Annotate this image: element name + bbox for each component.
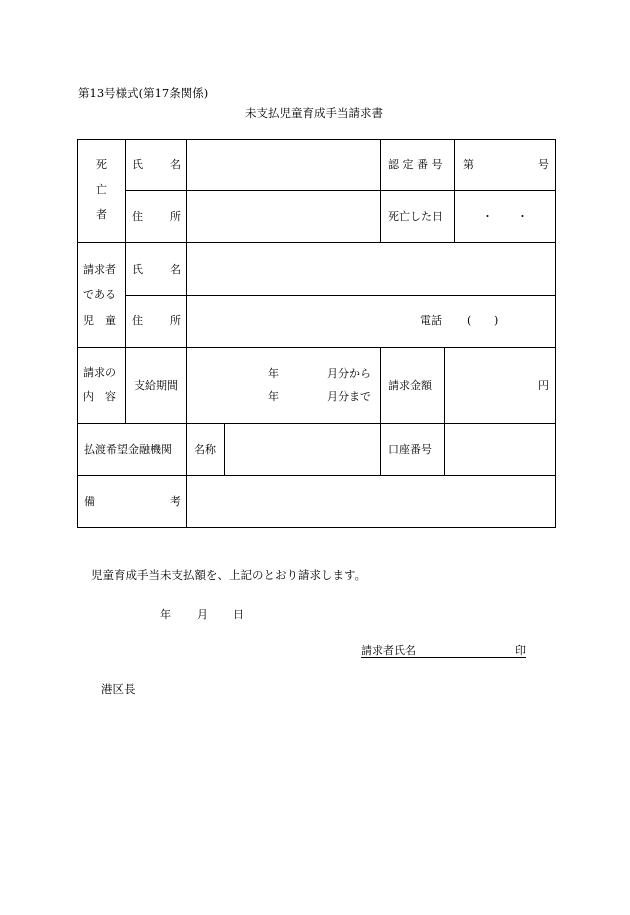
period-from-month-label: 月分から	[327, 367, 371, 380]
signer-name-field[interactable]	[420, 640, 512, 658]
deceased-address-label-2: 所	[170, 210, 181, 223]
bank-name-label: 名称	[194, 443, 216, 456]
phone-field[interactable]	[447, 297, 554, 346]
claim-amount-unit: 円	[538, 379, 549, 392]
claimant-label-2: である	[83, 288, 116, 301]
claimant-label-3: 児 童	[83, 314, 116, 327]
certification-number-field[interactable]	[476, 141, 534, 189]
period-to-month-label: 月分まで	[327, 390, 371, 403]
deceased-label-3: 者	[96, 208, 107, 221]
claimant-address-field[interactable]	[188, 297, 413, 346]
remarks-label-2: 考	[170, 495, 181, 508]
claimant-name-label-2: 名	[170, 263, 181, 276]
phone-paren-close: )	[494, 314, 499, 327]
bank-label: 払渡希望金融機関	[84, 443, 172, 456]
signer-underline	[361, 657, 526, 658]
certification-number-suffix: 号	[538, 158, 549, 171]
deceased-name-label-2: 名	[170, 158, 181, 171]
signer-name-label: 請求者氏名	[361, 644, 416, 657]
death-date-field[interactable]	[456, 192, 554, 241]
claim-statement: 児童育成手当未支払額を、上記のとおり請求します。	[91, 568, 367, 582]
date-month-label: 月	[197, 608, 208, 621]
phone-label: 電話	[420, 314, 442, 327]
date-year-label: 年	[160, 608, 171, 621]
death-date-dot-2: ・	[517, 210, 528, 223]
death-date-dot-1: ・	[482, 210, 493, 223]
account-number-field[interactable]	[446, 425, 554, 474]
certification-number-prefix: 第	[463, 158, 474, 171]
payment-period-label: 支給期間	[134, 379, 178, 392]
claimant-name-label-1: 氏	[132, 263, 143, 276]
period-from-year-label: 年	[268, 367, 279, 380]
deceased-label-2: 亡	[96, 183, 107, 196]
remarks-label-1: 備	[84, 495, 95, 508]
claim-amount-label: 請求金額	[388, 379, 432, 392]
seal-mark: 印	[515, 644, 526, 657]
claim-amount-field[interactable]	[446, 349, 534, 422]
death-date-label: 死亡した日	[388, 210, 443, 223]
bank-name-field[interactable]	[226, 425, 379, 474]
claimant-label-1: 請求者	[83, 263, 116, 276]
date-day-label: 日	[233, 608, 244, 621]
phone-paren-open: (	[467, 314, 472, 327]
deceased-address-label-1: 住	[132, 210, 143, 223]
payment-period-field[interactable]	[188, 349, 379, 422]
form-title: 未支払児童育成手当請求書	[245, 106, 383, 120]
remarks-field[interactable]	[188, 477, 554, 526]
claimant-name-field[interactable]	[188, 244, 554, 294]
addressee: 港区長	[101, 682, 136, 696]
claim-content-label-2: 内 容	[83, 390, 116, 403]
claimant-address-label-2: 所	[170, 314, 181, 327]
deceased-name-label-1: 氏	[132, 158, 143, 171]
claimant-address-label-1: 住	[132, 314, 143, 327]
deceased-address-field[interactable]	[188, 192, 379, 241]
claim-content-label-1: 請求の	[83, 366, 116, 379]
period-to-year-label: 年	[268, 390, 279, 403]
account-number-label: 口座番号	[388, 443, 432, 456]
certification-number-label: 認 定 番 号	[388, 158, 443, 171]
form-style-number: 第13号様式(第17条関係)	[78, 86, 209, 100]
deceased-name-field[interactable]	[188, 141, 379, 189]
deceased-label-1: 死	[96, 158, 107, 171]
